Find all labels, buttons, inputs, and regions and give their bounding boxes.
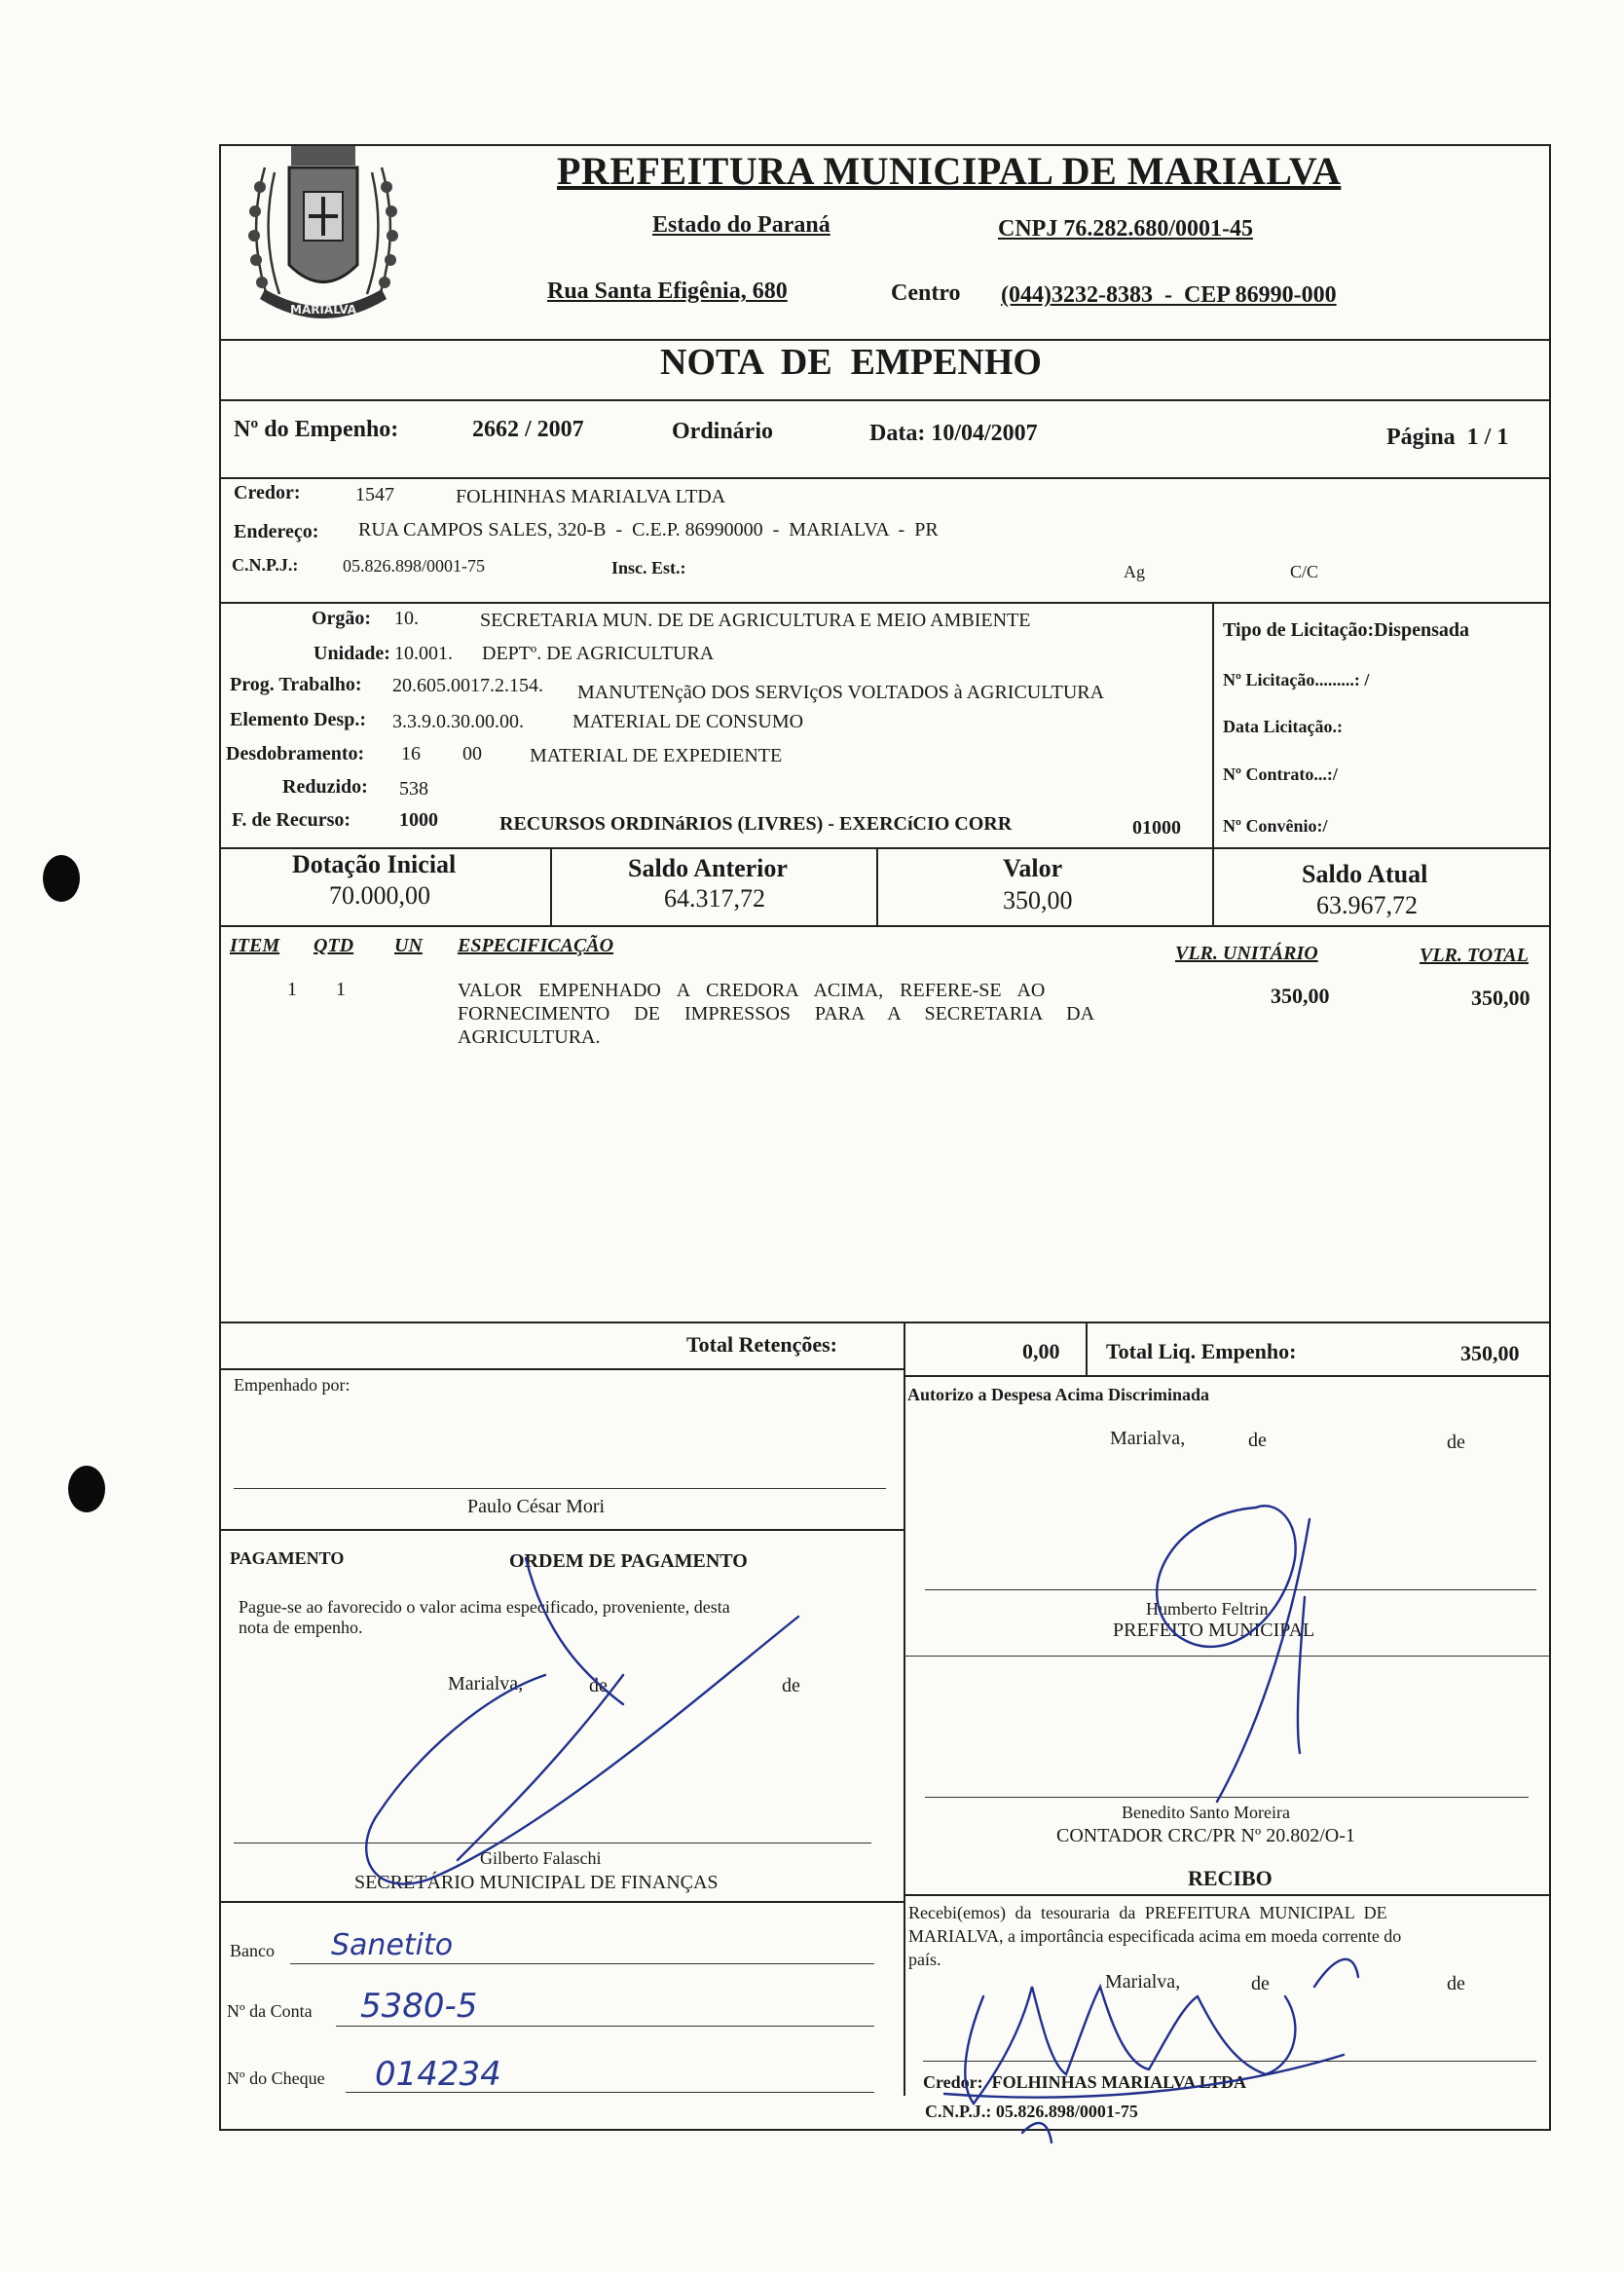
pagamento-de-1: de [589, 1675, 608, 1696]
contador-signature-line [925, 1797, 1529, 1798]
recibo-title: RECIBO [1188, 1866, 1273, 1890]
valor-label: Valor [1003, 854, 1063, 882]
credor-cc-label: C/C [1290, 562, 1319, 581]
saldo-anterior-label: Saldo Anterior [628, 854, 788, 882]
orgao-label: Orgão: [312, 608, 372, 629]
header-state: Estado do Paraná [652, 212, 830, 238]
divider-empenho [219, 477, 1551, 479]
prog-trabalho-label: Prog. Trabalho: [230, 674, 362, 695]
total-liq-empenho-label: Total Liq. Empenho: [1106, 1339, 1297, 1363]
contador-nome: Benedito Santo Moreira [1122, 1803, 1290, 1822]
autorizo-de-1: de [1248, 1430, 1267, 1451]
empenho-number-value: 2662 / 2007 [472, 417, 584, 442]
col-vlr-total: VLR. TOTAL [1420, 945, 1529, 966]
reduzido-code: 538 [399, 778, 428, 800]
total-liq-empenho-value: 350,00 [1460, 1341, 1520, 1365]
svg-text:MARIALVA: MARIALVA [290, 303, 356, 317]
divider-saldo-3 [1212, 847, 1214, 925]
orgao-desc: SECRETARIA MUN. DE DE AGRICULTURA E MEIO AMBIENTE [480, 610, 1031, 631]
reduzido-label: Reduzido: [282, 776, 368, 798]
dotacao-inicial-value: 70.000,00 [329, 881, 430, 910]
licitacao-num: Nº Licitação.........: / [1223, 670, 1370, 689]
col-especificacao: ESPECIFICAÇÃO [458, 935, 614, 956]
recibo-de-2: de [1447, 1973, 1465, 1994]
empenhado-por-label: Empenhado por: [234, 1375, 351, 1395]
ordem-pagamento-label: ORDEM DE PAGAMENTO [509, 1550, 748, 1572]
banco-line [290, 1963, 874, 1964]
header-cnpj: CNPJ 76.282.680/0001-45 [998, 216, 1253, 242]
header-phone-cep: (044)3232-8383 - CEP 86990-000 [1001, 282, 1337, 308]
saldo-atual-value: 63.967,72 [1316, 891, 1418, 919]
autorizo-de-2: de [1447, 1432, 1465, 1453]
divider-budget [219, 847, 1551, 849]
desdobramento-code2: 00 [462, 743, 482, 764]
desdobramento-code1: 16 [401, 743, 421, 764]
credor-name: FOLHINHAS MARIALVA LTDA [456, 486, 726, 507]
divider-pagamento [219, 1529, 904, 1531]
licitacao-tipo [1223, 619, 1469, 642]
divider-saldo-1 [550, 847, 552, 925]
unidade-label: Unidade: [314, 643, 390, 664]
recibo-text-line2: MARIALVA, a importância especificada acima em moeda corrente do [908, 1926, 1402, 1946]
col-un: UN [394, 935, 423, 956]
item-espec-line1: VALOR EMPENHADO A CREDORA ACIMA, REFERE-SE AO [458, 980, 1046, 1001]
secretario-nome: Gilberto Falaschi [480, 1848, 602, 1868]
header-title: PREFEITURA MUNICIPAL DE MARIALVA [557, 149, 1342, 193]
credor-address-label: Endereço: [234, 521, 319, 542]
credor-code: 1547 [355, 484, 394, 505]
divider-saldo-2 [876, 847, 878, 925]
orgao-code: 10. [394, 608, 419, 629]
total-retencoes-value: 0,00 [1022, 1339, 1060, 1363]
header-address: Rua Santa Efigênia, 680 [547, 279, 788, 304]
recibo-text-line1: Recebi(emos) da tesouraria da PREFEITURA MUNICIPAL DE [908, 1903, 1387, 1922]
prog-trabalho-code: 20.605.0017.2.154. [392, 675, 543, 696]
autorizo-label: Autorizo a Despesa Acima Discriminada [907, 1385, 1209, 1404]
saldo-atual-label: Saldo Atual [1302, 860, 1428, 888]
prefeito-cargo: PREFEITO MUNICIPAL [1113, 1620, 1315, 1641]
autorizo-marialva: Marialva, [1110, 1428, 1186, 1449]
saldo-anterior-value: 64.317,72 [664, 884, 765, 913]
licitacao-convenio: Nº Convênio:/ [1223, 816, 1328, 836]
col-item: ITEM [230, 935, 280, 956]
fonte-recurso-num: 01000 [1132, 817, 1181, 838]
separator-contador [904, 1656, 1551, 1657]
recibo-credor: Credor: FOLHINHAS MARIALVA LTDA [923, 2072, 1247, 2092]
recibo-cnpj: C.N.P.J.: 05.826.898/0001-75 [925, 2102, 1138, 2121]
empenhado-nome: Paulo César Mori [467, 1496, 606, 1517]
pagamento-marialva: Marialva, [448, 1673, 524, 1695]
pagamento-text-line2: nota de empenho. [239, 1618, 363, 1637]
item-number: 1 [287, 979, 297, 1000]
divider-totals-1 [904, 1322, 905, 2096]
elemento-label: Elemento Desp.: [230, 709, 366, 730]
recibo-de-1: de [1251, 1973, 1270, 1994]
recibo-signature-line [923, 2061, 1536, 2062]
prog-trabalho-desc: MANUTENçãO DOS SERVIçOS VOLTADOS à AGRICULTURA [577, 682, 1105, 703]
col-qtd: QTD [314, 935, 354, 956]
unidade-desc: DEPTº. DE AGRICULTURA [482, 643, 715, 664]
punch-hole-bottom [68, 1466, 105, 1512]
recibo-text-line3: país. [908, 1950, 941, 1969]
desdobramento-label: Desdobramento: [226, 743, 365, 764]
credor-cnpj: 05.826.898/0001-75 [343, 556, 485, 576]
licitacao-data: Data Licitação.: [1223, 717, 1343, 736]
document-title: NOTA DE EMPENHO [660, 342, 1042, 383]
item-espec-line2: FORNECIMENTO DE IMPRESSOS PARA A SECRETARIA DA [458, 1003, 1095, 1024]
licitacao-tipo-text: Tipo de Licitação:Dispensada [1223, 619, 1469, 641]
punch-hole-top [43, 855, 80, 902]
divider-totals [219, 1368, 904, 1370]
pagamento-label: PAGAMENTO [230, 1548, 345, 1568]
desdobramento-desc: MATERIAL DE EXPEDIENTE [530, 745, 783, 766]
divider-totals-right [904, 1375, 1551, 1377]
cheque-label: Nº do Cheque [227, 2068, 325, 2088]
divider-items [219, 1322, 1551, 1323]
fonte-recurso-code: 1000 [399, 809, 438, 831]
secretario-cargo: SECRETÁRIO MUNICIPAL DE FINANÇAS [354, 1872, 719, 1893]
item-espec-line3: AGRICULTURA. [458, 1026, 601, 1048]
valor-value: 350,00 [1003, 886, 1073, 914]
municipal-crest [231, 129, 416, 338]
conta-line [336, 2026, 874, 2027]
elemento-desc: MATERIAL DE CONSUMO [572, 711, 804, 732]
dotacao-inicial-label: Dotação Inicial [292, 850, 457, 878]
header-district: Centro [891, 280, 961, 306]
unidade-code: 10.001. [394, 643, 453, 664]
fonte-recurso-desc: RECURSOS ORDINáRIOS (LIVRES) - EXERCíCIO CORR [499, 813, 1013, 835]
divider-title [219, 399, 1551, 401]
item-vlr-total: 350,00 [1471, 986, 1531, 1010]
conta-label: Nº da Conta [227, 2001, 313, 2021]
prefeito-signature-line [925, 1589, 1536, 1590]
col-vlr-unitario: VLR. UNITÁRIO [1175, 943, 1318, 964]
divider-saldos [219, 925, 1551, 927]
banco-label: Banco [230, 1941, 275, 1960]
pagamento-de-2: de [782, 1675, 800, 1696]
credor-cnpj-label: C.N.P.J.: [232, 555, 299, 575]
credor-address: RUA CAMPOS SALES, 320-B - C.E.P. 86990000 - MARIALVA - PR [358, 519, 939, 540]
divider-recibo [904, 1894, 1551, 1896]
item-vlr-unitario: 350,00 [1271, 984, 1330, 1008]
total-retencoes-label: Total Retenções: [686, 1332, 837, 1357]
pagamento-text-line1: Pague-se ao favorecido o valor acima especificado, proveniente, desta [239, 1597, 730, 1617]
empenho-page: Página 1 / 1 [1386, 425, 1509, 450]
fonte-recurso-label: F. de Recurso: [232, 809, 351, 831]
divider-banco [219, 1901, 904, 1903]
contador-cargo: CONTADOR CRC/PR Nº 20.802/O-1 [1056, 1825, 1355, 1846]
empenho-number-label: Nº do Empenho: [234, 417, 399, 442]
divider-credor [219, 602, 1551, 604]
cheque-value: 014234 [375, 2055, 501, 2094]
item-qtd: 1 [336, 979, 346, 1000]
empenhado-signature-line [234, 1488, 886, 1489]
divider-budget-vertical [1212, 602, 1214, 847]
credor-insc-label: Insc. Est.: [611, 558, 686, 577]
credor-label: Credor: [234, 482, 301, 503]
licitacao-contrato: Nº Contrato...:/ [1223, 764, 1338, 784]
divider-totals-2 [1086, 1322, 1088, 1375]
banco-value: Sanetito [331, 1928, 454, 1962]
empenho-date: Data: 10/04/2007 [869, 421, 1038, 446]
conta-value: 5380-5 [360, 1987, 478, 2026]
elemento-code: 3.3.9.0.30.00.00. [392, 711, 524, 732]
empenho-type: Ordinário [672, 419, 774, 444]
recibo-marialva: Marialva, [1105, 1971, 1181, 1993]
credor-ag-label: Ag [1124, 562, 1145, 581]
prefeito-nome: Humberto Feltrin [1146, 1599, 1269, 1619]
secretario-signature-line [234, 1843, 871, 1844]
